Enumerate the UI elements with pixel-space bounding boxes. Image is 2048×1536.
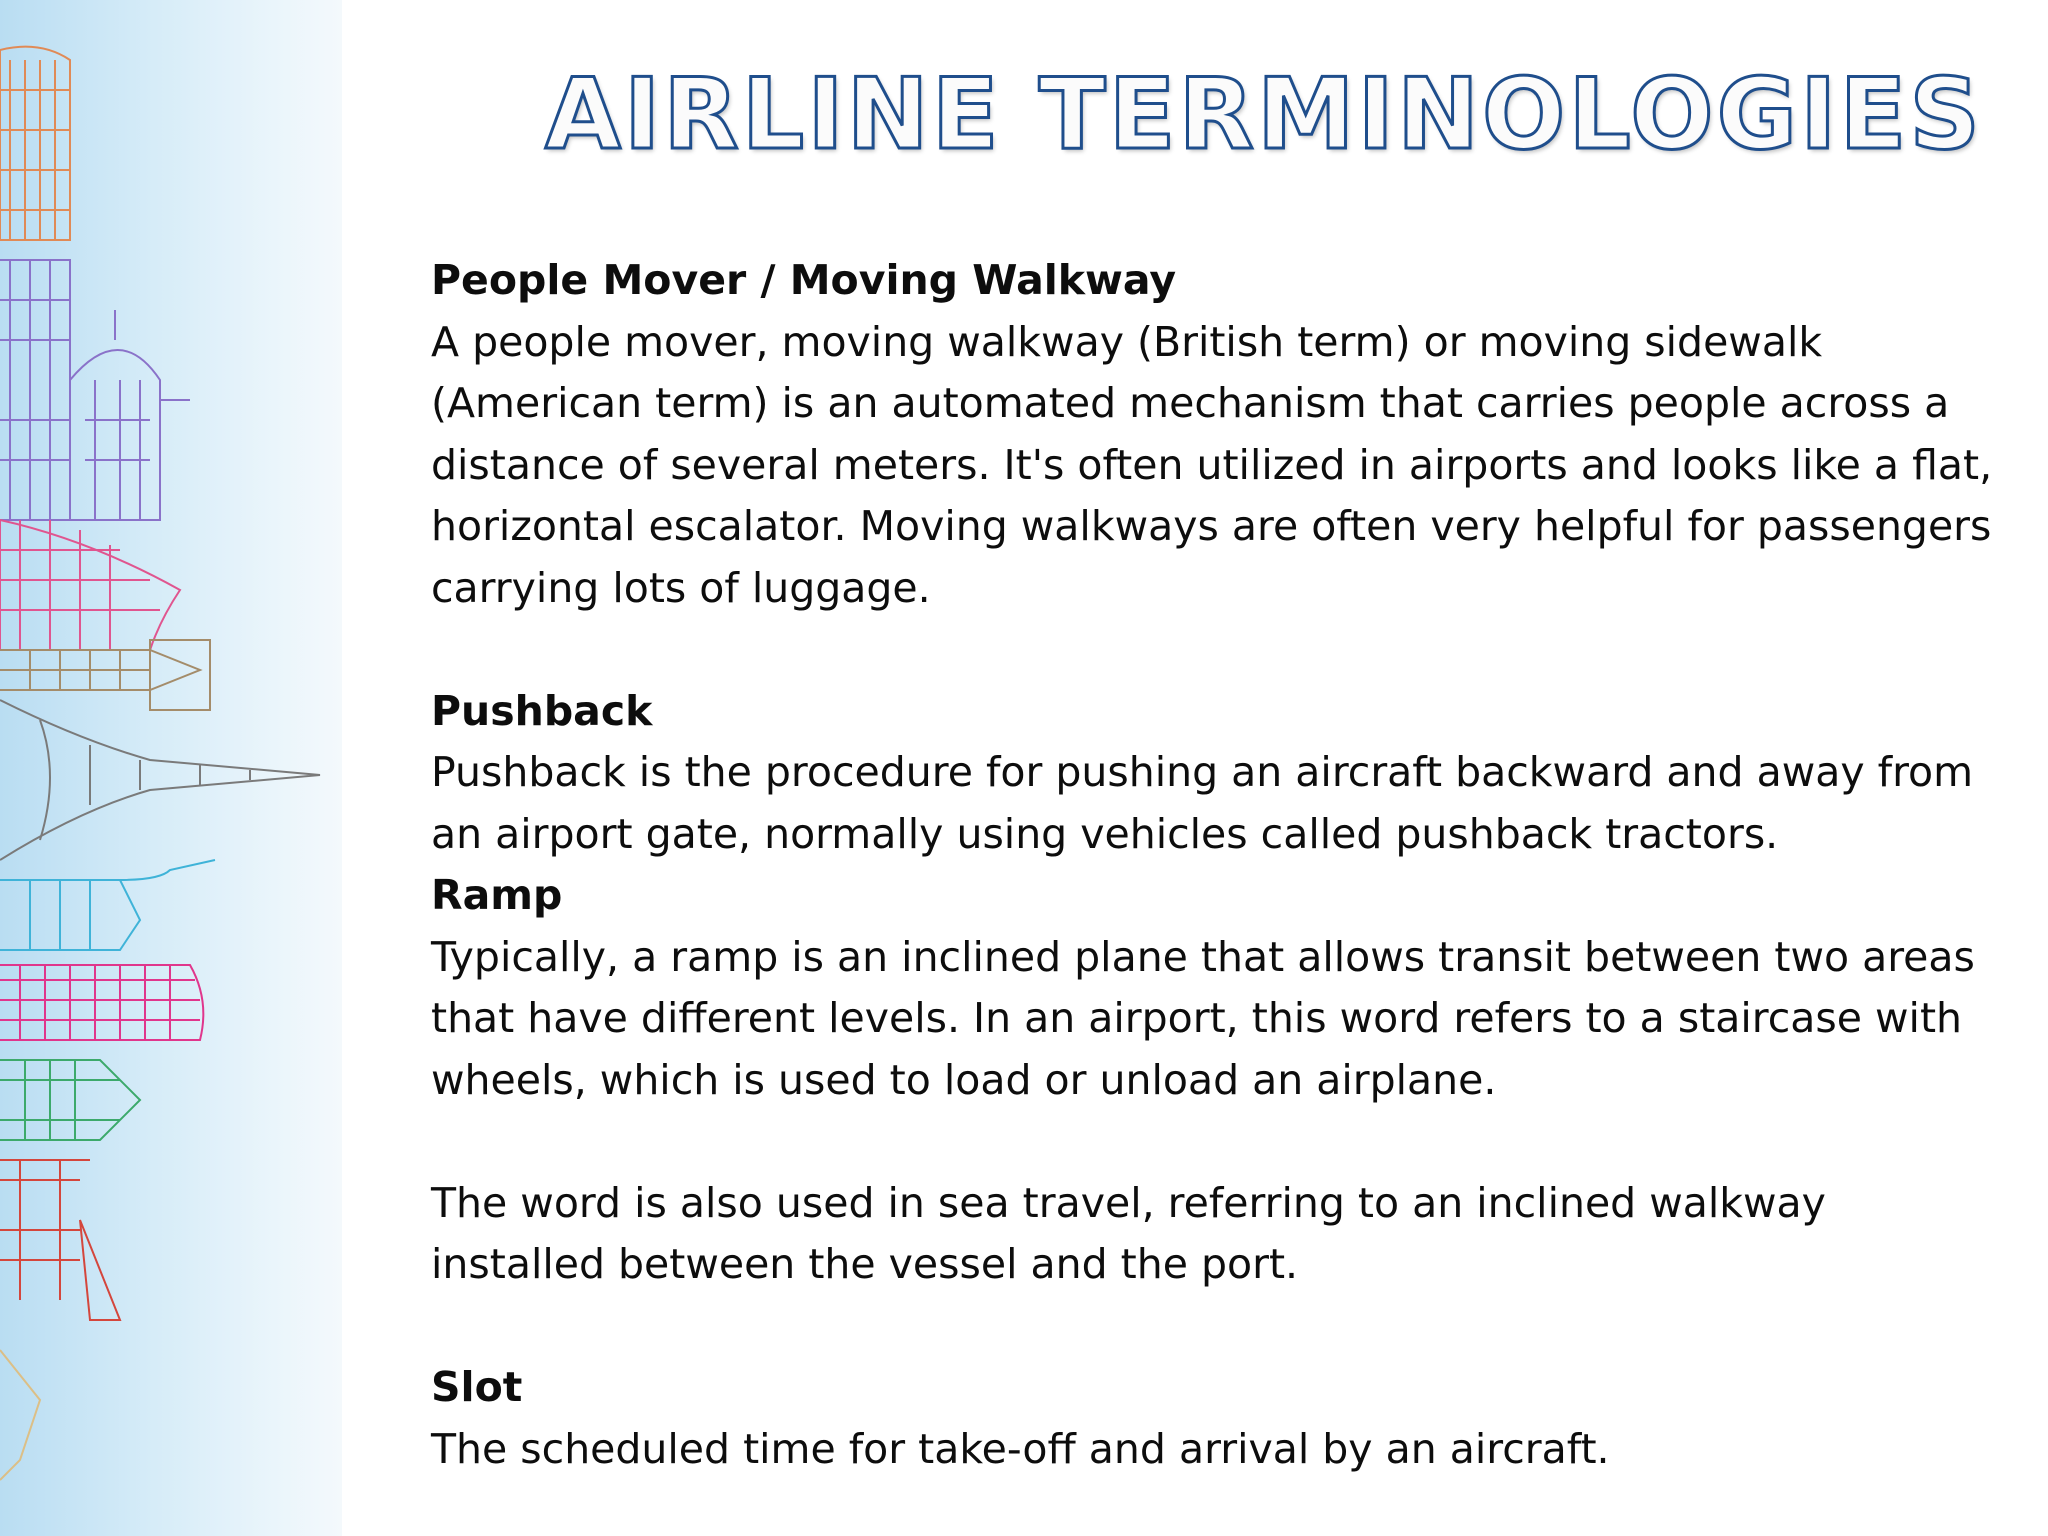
spacer xyxy=(431,1296,2011,1358)
spacer xyxy=(431,619,2011,681)
term-ramp xyxy=(431,865,2011,1296)
term-definition: The scheduled time for take-off and arrival by an aircraft. xyxy=(431,1424,1610,1473)
term-definition: Typically, a ramp is an inclined plane that allows transit between two areas that have different levels. In an airport, this word refers to a staircase with wheels, which is used to load or unload an airplane. xyxy=(431,932,1975,1104)
big-ben-icon xyxy=(0,640,210,710)
statue-of-liberty-icon xyxy=(0,860,215,950)
term-heading: Ramp xyxy=(431,871,563,919)
term-definition: Pushback is the procedure for pushing an aircraft backward and away from an airport gate, normally using vehicles called pushback tractors. xyxy=(431,748,1974,858)
term-definition: A people mover, moving walkway (British term) or moving sidewalk (American term) is an automated mechanism that carries people across a distance of several meters. It's often utilized in airports and looks like a flat, horizontal escalator. Moving walkways are often very helpful for passengers carrying lots of luggage. xyxy=(431,317,1993,612)
term-definition-extra: The word is also used in sea travel, referring to an inclined walkway installed between the vessel and the port. xyxy=(431,1178,1826,1288)
terms-content xyxy=(431,250,2011,1480)
term-heading: People Mover / Moving Walkway xyxy=(431,256,1177,304)
colosseum-icon xyxy=(0,47,70,240)
term-heading: Pushback xyxy=(431,686,653,735)
leaning-tower-icon xyxy=(0,965,203,1040)
term-pushback xyxy=(431,681,2011,866)
taj-mahal-icon xyxy=(0,260,190,520)
landmarks-sidebar xyxy=(0,0,342,1536)
torii-gate-icon xyxy=(0,1160,120,1320)
eiffel-tower-icon xyxy=(0,700,320,860)
term-people-mover xyxy=(431,250,2011,619)
term-heading: Slot xyxy=(431,1363,523,1411)
page-title: AIRLINE TERMINOLOGIES xyxy=(545,58,1984,172)
spacer xyxy=(431,1111,2011,1173)
sail-building-icon xyxy=(0,520,180,650)
galata-tower-icon xyxy=(0,1060,140,1140)
term-slot xyxy=(431,1357,2011,1480)
